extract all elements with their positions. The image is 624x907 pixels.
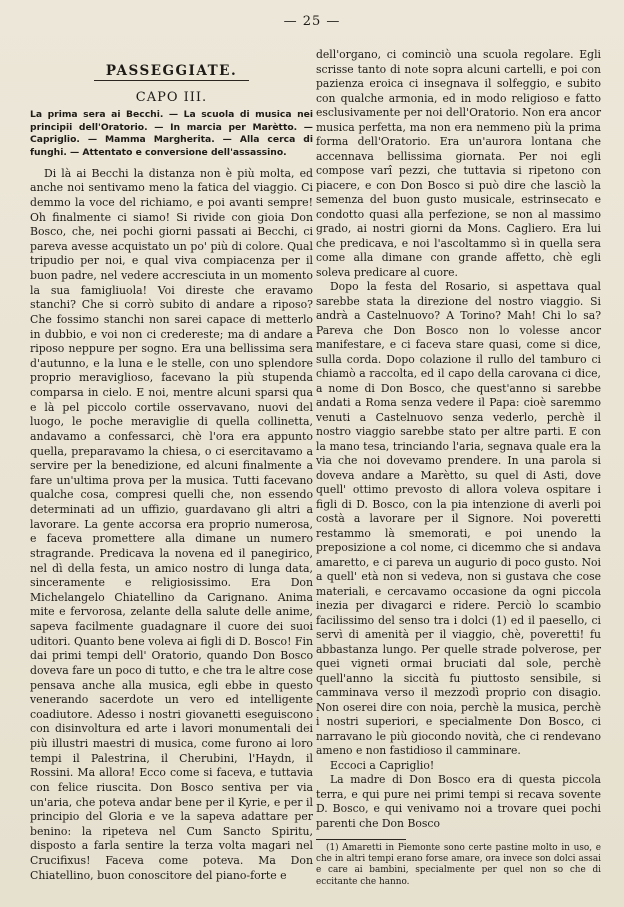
paragraph: Eccoci a Capriglio! [330,758,435,772]
paragraph: La madre di Don Bosco era di questa piccola terra, e qui pure nei primi tempi si recava sovente D. Bosco, e qui venivamo noi a trovare quei pochi parenti che Don Bosco [316,773,601,830]
section-title: PASSEGGIATE. [94,64,249,81]
paragraph: Dopo la festa del Rosario, si aspettava qual sarebbe stata la direzione del nostro viaggio. Si andrà a Castelnuovo? A Torino? Mah! Chi lo sa? Pareva che Don Bosco non lo volesse ancor manifestare, e ci faceva stare quasi, come si dice, sulla corda. Dopo colazione il rullo del tamburo ci chiamò a raccolta, ed il capo della carovana ci dice, a nome di Don Bosco, che quest'anno si sarebbe andati a Roma senza vedere il Papa: cioè saremmo venuti a Castelnuovo senza vederlo, perchè il nostro viaggio sarebbe stato per altre parti. E con la mano tesa, trinciando l'aria, segnava quale era la via che noi dovevamo prendere. In una parola si doveva andare a Marètto, su quel di Asti, dove quell' ottimo prevosto di allora voleva ospitare i figli di D. Bosco, con la pia intenzione di averli poi costà a lavorare per il Signore. Noi poveretti restammo là smemorati, e poi unendo la preposizione a col nome, ci dicemmo che si andava amaretto, e ci pareva un augurio di poco gusto. Noi a quell' età non si vedeva, non si gustava che cose materiali, e cercavamo occasione da ogni piccola inezia per divagarci e ridere. Perciò lo scambio facilissimo del senso tra i dolci (1) ed il paesello, ci servì di amenità per il viaggio, chè, poveretti! fu abbastanza lungo. Per quelle strade polverose, per quei vigneti ormai bruciati dal sole, perchè quell'anno la siccità fu piuttosto sensibile, si camminava verso il mezzodì proprio con disagio. Non oserei dire con noia, perchè la musica, perchè i nostri superiori, e specialmente Don Bosco, ci narravano le più giocondo novità, che ci rendevano ameno e non fastidioso il camminare. [316,280,601,757]
right-column [316,48,601,888]
chapter-summary: La prima sera ai Becchi. — La scuola di musica nei principii dell'Oratorio. — In marcia per Marètto. — Capriglio. — Mamma Margherita. — Alla cerca di funghi. — Attentato e conversione dell'assassino. [30,109,313,159]
paragraph: dell'organo, ci cominciò una scuola regolare. Egli scrisse tanto di note sopra alcuni cartelli, e poi con pazienza eroica ci insegnava il solfeggio, e subito con qualche armonia, ed in modo religioso e fatto esclusivamente per noi dell'Oratorio. Non era ancor musica perfetta, ma non era nemmeno più la prima forma dell'Oratorio. Era un'aurora lontana che accennava bellissima giornata. Per noi egli compose varî pezzi, che tuttavia si ripetono con piacere, e con Don Bosco si può dire che lasciò la semenza del buon gusto musicale, estrinsecato e condotto quasi alla perfezione, se non al massimo grado, ai nostri giorni da Mons. Cagliero. Era lui che predicava, e noi l'ascoltammo sì in quella sera come alla dimane con grande affetto, chè egli soleva predicare al cuore. [316,48,601,279]
footnote-divider [316,839,406,840]
footnote: (1) Amaretti in Piemonte sono certe pastine molto in uso, e che in altri tempi erano forse amare, ora invece son dolci assai e care ai bambini, specialmente per quel non so che di eccitante che hanno. [316,843,601,887]
chapter-heading: CAPO III. [135,89,208,105]
paragraph: Di là ai Becchi la distanza non è più molta, ed anche noi sentivamo meno la fatica del viaggio. Ci demmo la voce del richiamo, e poi avanti sempre! Oh finalmente ci siamo! Si rivide con gioia Don Bosco, che, nei pochi giorni passati ai Becchi, ci pareva avesse acquistato un po' più di colore. Qual tripudio per noi, e qual viva compiacenza per il buon padre, nel vedere accresciuta in un momento la sua famigliuola! Voi direste che eravamo stanchi? Che si corrò subito di andare a riposo? Che fossimo stanchi non sarei capace di metterlo in dubbio, e voi non ci credereste; ma di andare a riposo neppure per sogno. Era una bellissima sera d'autunno, e la luna e le stelle, con uno splendore proprio meraviglioso, facevano la più stupenda comparsa in cielo. E noi, mentre alcuni sparsi qua e là pel piccolo cortile osservavano, nuovi del luogo, le poche meraviglie di quella collinetta, andavamo a confessarci, chè l'ora era appunto quella, preparavamo la chiesa, o ci esercitavamo a servire per la benedizione, ed alcuni finalmente a fare un'ultima prova per la musica. Tutti facevano qualche cosa, compresi quelli che, non essendo determinati ad un uffizio, guardavano gli altri a lavorare. La gente accorsa era proprio numerosa, e faceva promettere alla dimane un numero stragrande. Predicava la novena ed il panegirico, nel dì della festa, un amico nostro di lunga data, sinceramente e religiosissimo. Era Don Michelangelo Chiatellino da Carignano. Anima mite e fervorosa, zelante della salute delle anime, sapeva facilmente guadagnare il cuore dei suoi uditori. Quanto bene voleva ai figli di D. Bosco! Fin dai primi tempi dell' Oratorio, quando Don Bosco doveva fare un poco di tutto, e che tra le altre cose pensava anche alla musica, egli ebbe in questo venerando sacerdote un vero ed intelligente coadiutore. Adesso i nostri giovanetti eseguiscono con disinvoltura ed arte i lavori monumentali dei più illustri maestri di musica, come furono ai loro tempi il Palestrina, il Cherubini, l'Haydn, il Rossini. Ma allora! Ecco come si faceva, e tuttavia con felice riuscita. Don Bosco sentiva per via un'aria, che poteva andar bene per il Kyrie, e per il principio del Gloria e ve la sapeva adattare per benino: la ripeteva nel Cum Sancto Spiritu, disposto a farla sentire la terza volta magari nel Crucifixus! Faceva come poteva. Ma Don Chiatellino, buon conoscitore del piano-forte e [30,166,313,882]
page-number: — 25 — [283,14,341,29]
left-column [30,48,313,883]
